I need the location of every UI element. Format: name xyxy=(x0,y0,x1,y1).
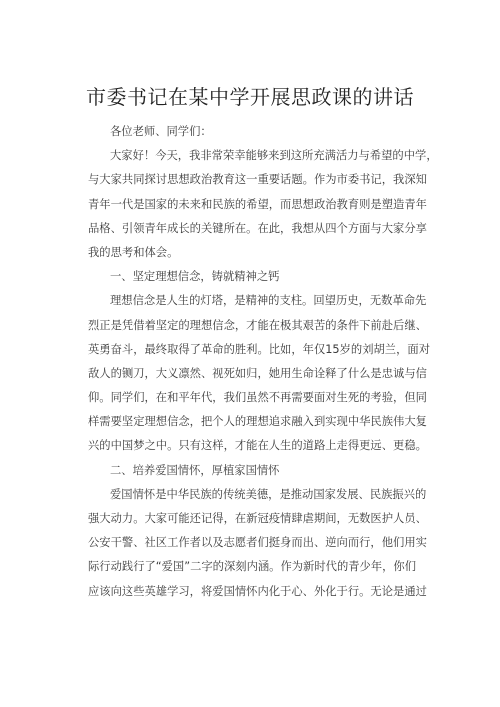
paragraph-3-line-5: 应该向这些英雄学习，将爱国情怀内化于心、外化于行。无论是通过 xyxy=(88,584,427,598)
document-title: 市委书记在某中学开展思政课的讲话 xyxy=(86,85,414,109)
paragraph-3-line-2: 强大动力。大家可能还记得，在新冠疫情肆虐期间，无数医护人员、 xyxy=(88,512,427,525)
paragraph-2-line-3: 英勇奋斗，最终取得了革命的胜利。比如，年仅15岁的刘胡兰，面对 xyxy=(88,342,430,356)
paragraph-1-line-3: 青年一代是国家的未来和民族的希望，而思想政治教育则是塑造青年 xyxy=(88,197,427,211)
document-body xyxy=(88,120,438,604)
paragraph-2-line-6: 样需要坚定理想信念，把个人的理想追求融入到实现中华民族伟大复 xyxy=(88,415,427,429)
paragraph-1-line-5: 我的思考和体会。 xyxy=(88,245,179,259)
section-heading-1: 一、坚定理想信念，铸就精神之钙 xyxy=(110,270,280,284)
paragraph-1-line-4: 品格、引领青年成长的关键所在。在此，我想从四个方面与大家分享 xyxy=(88,221,427,235)
paragraph-2-line-2: 烈正是凭借着坚定的理想信念，才能在极其艰苦的条件下前赴后继、 xyxy=(88,318,427,332)
paragraph-1-line-2: 与大家共同探讨思想政治教育这一重要话题。作为市委书记，我深知 xyxy=(88,173,427,187)
paragraph-2-line-1: 理想信念是人生的灯塔，是精神的支柱。回望历史，无数革命先 xyxy=(110,294,427,308)
paragraph-3-line-4: 际行动践行了“爱国”二字的深刻内涵。作为新时代的青少年，你们 xyxy=(88,560,417,574)
section-heading-2: 二、培养爱国情怀，厚植家国情怀 xyxy=(110,463,280,477)
greeting-line: 各位老师、同学们： xyxy=(110,125,212,138)
paragraph-2-line-4: 敌人的铡刀，大义凛然、视死如归，她用生命诠释了什么是忠诚与信 xyxy=(88,366,427,380)
paragraph-1-line-1: 大家好！今天，我非常荣幸能够来到这所充满活力与希望的中学， xyxy=(110,149,438,163)
paragraph-2-line-5: 仰。同学们，在和平年代，我们虽然不再需要面对生死的考验，但同 xyxy=(88,391,427,405)
paragraph-3-line-3: 公安干警、社区工作者以及志愿者们挺身而出、逆向而行，他们用实 xyxy=(88,536,427,550)
paragraph-2-line-7: 兴的中国梦之中。只有这样，才能在人生的道路上走得更远、更稳。 xyxy=(88,439,427,453)
paragraph-3-line-1: 爱国情怀是中华民族的传统美德，是推动国家发展、民族振兴的 xyxy=(110,487,427,501)
